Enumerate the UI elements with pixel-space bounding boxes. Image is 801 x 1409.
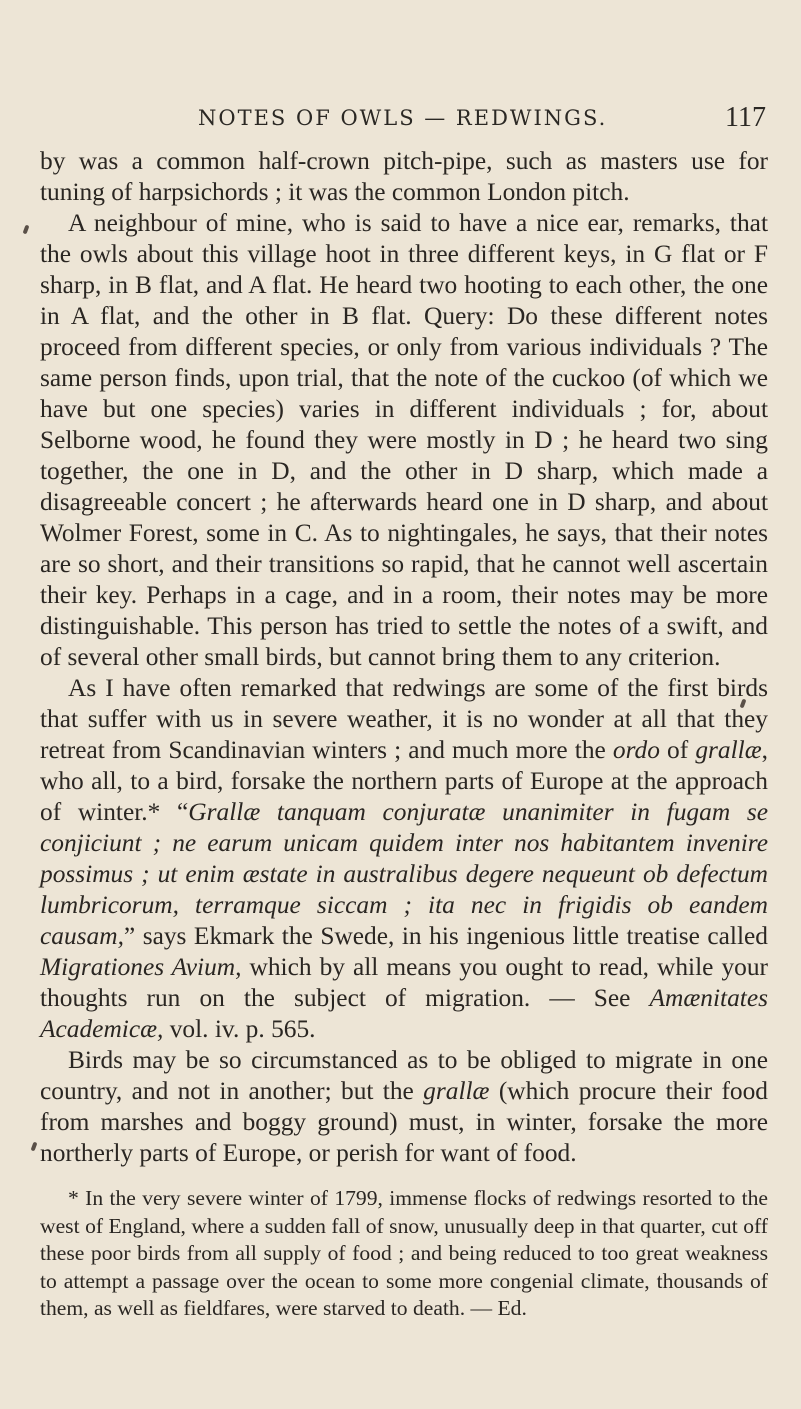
- italic-term: grallæ: [695, 736, 762, 764]
- text-run: Birds may be so circumstanced as to be obliged to migrate in one country, and not in another; but the: [40, 1046, 768, 1105]
- main-text: [40, 146, 768, 1169]
- text-run: of: [659, 736, 696, 764]
- page-header: [198, 102, 766, 142]
- stray-mark: [23, 225, 30, 235]
- paragraph: by was a common half-crown pitch-pipe, such as masters use for tuning of harpsichords ; it was the common London pitch.: [40, 147, 768, 206]
- page-number: 117: [725, 102, 766, 133]
- text-run: vol. iv. p. 565.: [163, 1015, 316, 1043]
- footnote-text: * In the very severe winter of 1799, immense flocks of redwings resorted to the west of England, where a sudden fall of snow, unusually deep in that quarter, cut off these poor birds from all supply of food ; and being reduced to too great weakness to attempt a passage over the ocean to some more congenial climate, thousands of them, as well as fieldfares, were starved to death. — Ed.: [40, 1186, 768, 1320]
- text-run: , who all, to a bird, forsake the northern parts of Europe at the approach of winter.* “: [40, 736, 768, 826]
- text-run: (which procure their food from marshes and boggy ground) must, in winter, forsake the more northerly parts of Europe, or perish for want of food.: [40, 1077, 768, 1167]
- italic-term: ordo: [612, 736, 660, 764]
- text-run: As I have often remarked that redwings are some of the first birds that suffer with us in severe weather, it is no wonder at all that they retreat from Scandinavian winters ; and much more the: [40, 674, 768, 764]
- latin-quotation: Grallæ tanquam conjuratæ unanimiter in fugam se conjiciunt ; ne earum unicam quidem inter nos habitantem invenire possimus ; ut enim æstate in australibus degere nequeunt ob defectum lumbricorum, terramque siccam ; ita nec in frigidis ob eandem causam,: [40, 798, 768, 950]
- book-title: Migrationes Avium,: [40, 953, 242, 981]
- stray-mark: [31, 1142, 38, 1152]
- running-head: NOTES OF OWLS — REDWINGS.: [198, 106, 608, 130]
- paragraph: [40, 673, 768, 1045]
- text-run: ” says Ekmark the Swede, in his ingenious little treatise called: [123, 922, 768, 950]
- footnote: [40, 1185, 768, 1323]
- paragraph: [40, 1045, 768, 1169]
- paragraph: A neighbour of mine, who is said to have a nice ear, remarks, that the owls about this village hoot in three different keys, in G flat or F sharp, in B flat, and A flat. He heard two hooting to each other, the one in A flat, and the other in B flat. Query: Do these different notes proceed from different species, or only from various individuals ? The same person finds, upon trial, that the note of the cuckoo (of which we have but one species) varies in different individuals ; for, about Selborne wood, he found they were mostly in D ; he heard two sing together, the one in D, and the other in D sharp, which made a disagreeable concert ; he afterwards heard one in D sharp, and about Wolmer Forest, some in C. As to nightingales, he says, that their notes are so short, and their transitions so rapid, that he cannot well ascertain their key. Perhaps in a cage, and in a room, their notes may be more distinguishable. This person has tried to settle the notes of a swift, and of several other small birds, but cannot bring them to any criterion.: [40, 209, 768, 671]
- italic-term: grallæ: [423, 1077, 490, 1105]
- text-run: which by all means you ought to read, while your thoughts run on the subject of migration. — See: [40, 953, 768, 1012]
- book-title: Amænitates Academicæ,: [40, 984, 768, 1043]
